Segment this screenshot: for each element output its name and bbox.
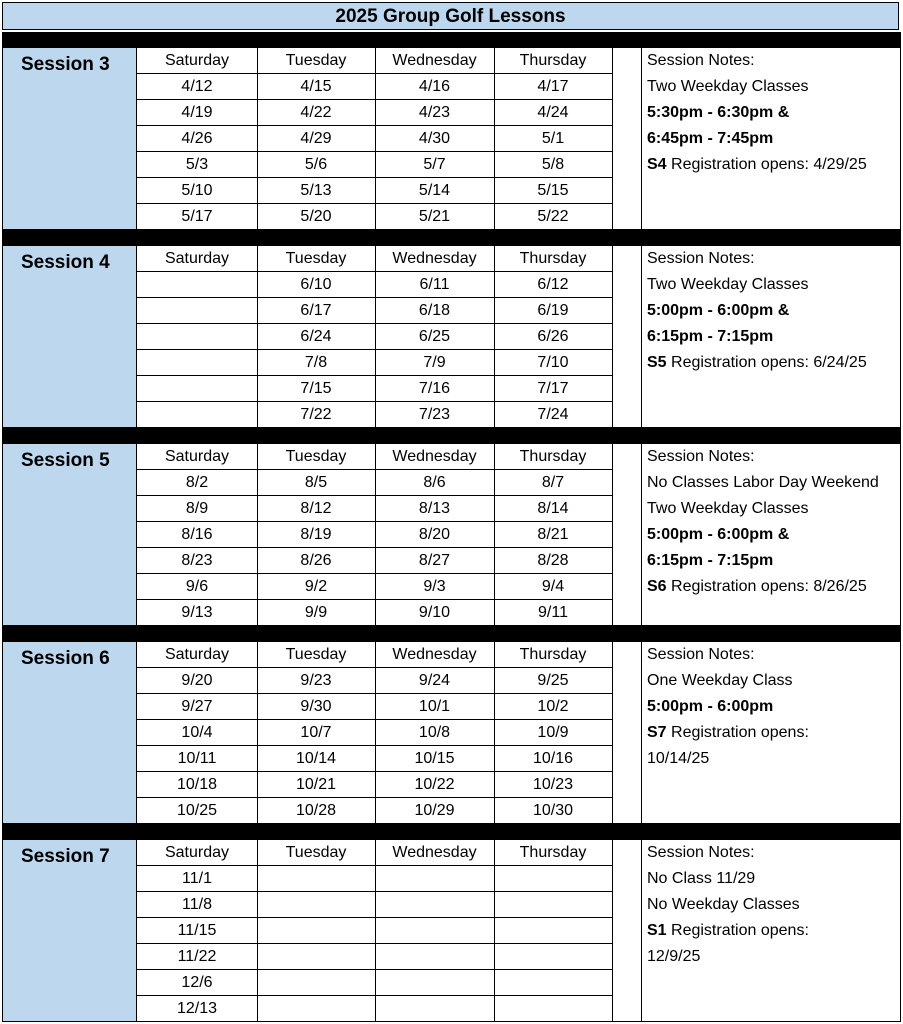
session-label-cell bbox=[3, 840, 137, 1021]
date-cell bbox=[375, 866, 494, 892]
note-emphasis: S1 bbox=[647, 922, 667, 939]
date-cell: 5/17 bbox=[181, 208, 213, 225]
date-cell bbox=[137, 350, 257, 376]
date-cell: 10/25 bbox=[176, 802, 218, 819]
session-note-line: No Classes Labor Day Weekend bbox=[647, 474, 879, 491]
date-cell: 9/13 bbox=[181, 604, 213, 621]
date-cell: 8/6 bbox=[375, 470, 494, 496]
session-note-line: Session Notes: bbox=[647, 646, 755, 663]
session-notes bbox=[641, 48, 900, 229]
date-cell: 4/17 bbox=[494, 74, 612, 100]
day-header: Saturday bbox=[137, 246, 257, 272]
session-note-line bbox=[647, 126, 900, 152]
date-cell: 10/11 bbox=[137, 746, 257, 772]
date-cell: 5/13 bbox=[257, 178, 375, 204]
note-emphasis: 5:30pm - 6:30pm & bbox=[647, 104, 790, 121]
session-note-line: Session Notes: bbox=[647, 250, 755, 267]
session-notes bbox=[641, 840, 900, 1021]
session-note-line: No Weekday Classes bbox=[647, 896, 800, 913]
date-cell: 8/13 bbox=[375, 496, 494, 522]
session-block bbox=[2, 444, 901, 626]
date-cell: 10/9 bbox=[494, 720, 612, 746]
date-cell: 7/17 bbox=[494, 376, 612, 402]
date-cell: 11/8 bbox=[137, 892, 257, 918]
session-note-line: Two Weekday Classes bbox=[647, 500, 809, 517]
date-cell: 6/11 bbox=[375, 272, 494, 298]
date-cell: 9/6 bbox=[137, 574, 257, 600]
day-header: Tuesday bbox=[257, 444, 375, 470]
date-cell bbox=[257, 866, 375, 892]
day-header: Tuesday bbox=[257, 642, 375, 668]
date-cell: 10/16 bbox=[494, 746, 612, 772]
session-note-line bbox=[647, 298, 900, 324]
session-note-line: One Weekday Class bbox=[647, 672, 793, 689]
date-cell: 9/10 bbox=[418, 604, 451, 621]
date-cell bbox=[137, 298, 257, 324]
note-emphasis: S7 bbox=[647, 724, 667, 741]
date-cell: 10/18 bbox=[137, 772, 257, 798]
sheet-title: 2025 Group Golf Lessons bbox=[2, 2, 899, 30]
date-cell: 8/28 bbox=[494, 548, 612, 574]
day-header: Thursday bbox=[494, 642, 612, 668]
session-label-cell bbox=[3, 48, 137, 229]
day-header: Tuesday bbox=[257, 246, 375, 272]
date-cell: 10/14 bbox=[257, 746, 375, 772]
day-header: Tuesday bbox=[257, 840, 375, 866]
session-label: Session 4 bbox=[21, 252, 110, 273]
date-cell: 8/9 bbox=[137, 496, 257, 522]
date-cell: 6/10 bbox=[257, 272, 375, 298]
session-label: Session 7 bbox=[21, 846, 110, 867]
session-label: Session 6 bbox=[21, 648, 110, 669]
date-cell: 5/8 bbox=[494, 152, 612, 178]
date-cell: 10/4 bbox=[137, 720, 257, 746]
date-cell: 8/26 bbox=[257, 548, 375, 574]
session-separator-bar bbox=[2, 32, 901, 48]
session-note-line bbox=[647, 324, 900, 350]
date-cell: 6/19 bbox=[494, 298, 612, 324]
day-header: Thursday bbox=[494, 444, 612, 470]
session-note-line: S7 Registration opens: bbox=[647, 724, 809, 741]
day-header: Tuesday bbox=[257, 48, 375, 74]
session-separator-bar bbox=[2, 626, 901, 642]
day-header: Wednesday bbox=[375, 642, 494, 668]
date-cell: 4/26 bbox=[137, 126, 257, 152]
date-cell: 7/16 bbox=[375, 376, 494, 402]
date-cell: 7/23 bbox=[418, 406, 451, 423]
date-cell: 11/22 bbox=[137, 944, 257, 970]
date-cell: 5/14 bbox=[375, 178, 494, 204]
date-cell: 8/12 bbox=[257, 496, 375, 522]
date-cell: 7/9 bbox=[375, 350, 494, 376]
day-header: Thursday bbox=[494, 48, 612, 74]
date-cell: 8/2 bbox=[137, 470, 257, 496]
session-note-line: S1 Registration opens: bbox=[647, 922, 809, 939]
date-cell: 9/11 bbox=[538, 604, 568, 621]
session-notes bbox=[641, 642, 900, 823]
session-label-cell bbox=[3, 246, 137, 427]
date-cell: 4/23 bbox=[375, 100, 494, 126]
date-cell: 8/23 bbox=[137, 548, 257, 574]
date-cell: 10/2 bbox=[494, 694, 612, 720]
session-separator-bar bbox=[2, 428, 901, 444]
session-note-line bbox=[647, 548, 900, 574]
date-cell: 8/14 bbox=[494, 496, 612, 522]
session-block bbox=[2, 840, 901, 1022]
session-note-line: Session Notes: bbox=[647, 448, 755, 465]
note-emphasis: S6 bbox=[647, 578, 667, 595]
session-notes bbox=[641, 246, 900, 427]
date-cell: 9/4 bbox=[494, 574, 612, 600]
date-cell bbox=[375, 996, 494, 1022]
date-cell: 5/10 bbox=[137, 178, 257, 204]
date-cell: 7/10 bbox=[494, 350, 612, 376]
session-separator-bar bbox=[2, 824, 901, 840]
session-label: Session 3 bbox=[21, 54, 110, 75]
day-header: Saturday bbox=[137, 48, 257, 74]
date-cell: 11/15 bbox=[137, 918, 257, 944]
session-note-line: S5 Registration opens: 6/24/25 bbox=[647, 354, 867, 371]
date-cell bbox=[494, 866, 612, 892]
date-cell: 8/7 bbox=[494, 470, 612, 496]
date-cell: 5/6 bbox=[257, 152, 375, 178]
date-cell: 4/29 bbox=[257, 126, 375, 152]
date-cell: 7/8 bbox=[257, 350, 375, 376]
date-cell: 12/13 bbox=[176, 1000, 218, 1017]
date-cell: 11/1 bbox=[137, 866, 257, 892]
date-cell: 9/3 bbox=[375, 574, 494, 600]
date-cell: 6/24 bbox=[257, 324, 375, 350]
date-cell: 4/19 bbox=[137, 100, 257, 126]
date-cell: 10/8 bbox=[375, 720, 494, 746]
column-divider bbox=[612, 642, 613, 824]
day-header: Wednesday bbox=[375, 246, 494, 272]
date-cell: 7/22 bbox=[300, 406, 332, 423]
date-cell bbox=[494, 918, 612, 944]
session-note-line: Two Weekday Classes bbox=[647, 78, 809, 95]
day-header: Saturday bbox=[137, 840, 257, 866]
session-label: Session 5 bbox=[21, 450, 110, 471]
session-note-line: Session Notes: bbox=[647, 52, 755, 69]
column-divider bbox=[612, 246, 613, 428]
day-header: Wednesday bbox=[375, 444, 494, 470]
date-cell bbox=[257, 970, 375, 996]
date-cell: 9/30 bbox=[257, 694, 375, 720]
date-cell: 5/15 bbox=[494, 178, 612, 204]
date-cell: 6/18 bbox=[375, 298, 494, 324]
date-cell: 10/22 bbox=[375, 772, 494, 798]
day-header: Wednesday bbox=[375, 840, 494, 866]
date-cell bbox=[257, 892, 375, 918]
note-emphasis: 5:00pm - 6:00pm bbox=[647, 698, 774, 715]
date-cell: 8/21 bbox=[494, 522, 612, 548]
date-cell: 9/27 bbox=[137, 694, 257, 720]
date-cell: 7/24 bbox=[537, 406, 569, 423]
note-emphasis: 6:45pm - 7:45pm bbox=[647, 130, 774, 147]
date-cell: 9/25 bbox=[494, 668, 612, 694]
date-cell: 8/5 bbox=[257, 470, 375, 496]
session-note-line: S6 Registration opens: 8/26/25 bbox=[647, 578, 867, 595]
session-note-line: 12/9/25 bbox=[647, 948, 701, 965]
date-cell: 4/16 bbox=[375, 74, 494, 100]
session-note-line bbox=[647, 694, 900, 720]
date-cell: 5/7 bbox=[375, 152, 494, 178]
date-cell bbox=[375, 970, 494, 996]
day-header: Saturday bbox=[137, 444, 257, 470]
date-cell bbox=[494, 970, 612, 996]
session-label-cell bbox=[3, 444, 137, 625]
session-note-line bbox=[647, 522, 900, 548]
column-divider bbox=[612, 840, 613, 1022]
date-cell: 5/1 bbox=[494, 126, 612, 152]
note-emphasis: S4 bbox=[647, 156, 667, 173]
date-cell bbox=[494, 892, 612, 918]
date-cell: 6/26 bbox=[494, 324, 612, 350]
date-cell: 4/22 bbox=[257, 100, 375, 126]
date-cell: 8/27 bbox=[375, 548, 494, 574]
date-cell: 5/22 bbox=[537, 208, 569, 225]
date-cell: 9/23 bbox=[257, 668, 375, 694]
date-cell: 4/24 bbox=[494, 100, 612, 126]
session-notes bbox=[641, 444, 900, 625]
day-header: Saturday bbox=[137, 642, 257, 668]
date-cell: 12/6 bbox=[137, 970, 257, 996]
date-cell: 8/20 bbox=[375, 522, 494, 548]
date-cell: 10/30 bbox=[532, 802, 574, 819]
date-cell bbox=[137, 272, 257, 298]
session-note-line: 10/14/25 bbox=[647, 750, 710, 767]
session-block bbox=[2, 48, 901, 230]
date-cell: 5/21 bbox=[418, 208, 451, 225]
date-cell: 10/23 bbox=[494, 772, 612, 798]
date-cell bbox=[375, 918, 494, 944]
date-cell: 6/17 bbox=[257, 298, 375, 324]
note-emphasis: 6:15pm - 7:15pm bbox=[647, 552, 774, 569]
date-cell bbox=[494, 996, 612, 1022]
note-emphasis: 5:00pm - 6:00pm & bbox=[647, 302, 790, 319]
date-cell: 10/7 bbox=[257, 720, 375, 746]
date-cell bbox=[494, 944, 612, 970]
date-cell bbox=[257, 944, 375, 970]
session-note-line: Session Notes: bbox=[647, 844, 755, 861]
session-separator-bar bbox=[2, 230, 901, 246]
date-cell: 10/1 bbox=[375, 694, 494, 720]
note-emphasis: S5 bbox=[647, 354, 667, 371]
date-cell: 6/25 bbox=[375, 324, 494, 350]
date-cell: 9/9 bbox=[304, 604, 328, 621]
date-cell bbox=[375, 892, 494, 918]
date-cell: 8/19 bbox=[257, 522, 375, 548]
session-note-line: No Class 11/29 bbox=[647, 870, 756, 887]
date-cell: 9/24 bbox=[375, 668, 494, 694]
session-block bbox=[2, 642, 901, 824]
day-header: Wednesday bbox=[375, 48, 494, 74]
date-cell: 5/20 bbox=[300, 208, 332, 225]
date-cell: 10/29 bbox=[414, 802, 455, 819]
date-cell: 9/2 bbox=[257, 574, 375, 600]
date-cell: 4/30 bbox=[375, 126, 494, 152]
date-cell bbox=[257, 918, 375, 944]
date-cell: 4/15 bbox=[257, 74, 375, 100]
date-cell bbox=[137, 324, 257, 350]
date-cell bbox=[137, 376, 257, 402]
column-divider bbox=[612, 444, 613, 626]
session-note-line bbox=[647, 100, 900, 126]
date-cell: 10/15 bbox=[375, 746, 494, 772]
date-cell bbox=[257, 996, 375, 1022]
date-cell bbox=[375, 944, 494, 970]
date-cell: 7/15 bbox=[257, 376, 375, 402]
session-note-line: S4 Registration opens: 4/29/25 bbox=[647, 156, 867, 173]
date-cell bbox=[137, 402, 257, 428]
note-emphasis: 6:15pm - 7:15pm bbox=[647, 328, 774, 345]
date-cell: 9/20 bbox=[137, 668, 257, 694]
date-cell: 4/12 bbox=[137, 74, 257, 100]
date-cell: 5/3 bbox=[137, 152, 257, 178]
session-label-cell bbox=[3, 642, 137, 823]
day-header: Thursday bbox=[494, 840, 612, 866]
date-cell: 10/21 bbox=[257, 772, 375, 798]
note-emphasis: 5:00pm - 6:00pm & bbox=[647, 526, 790, 543]
date-cell: 6/12 bbox=[494, 272, 612, 298]
session-note-line: Two Weekday Classes bbox=[647, 276, 809, 293]
date-cell: 10/28 bbox=[295, 802, 337, 819]
date-cell: 8/16 bbox=[137, 522, 257, 548]
session-block bbox=[2, 246, 901, 428]
day-header: Thursday bbox=[494, 246, 612, 272]
column-divider bbox=[612, 48, 613, 230]
